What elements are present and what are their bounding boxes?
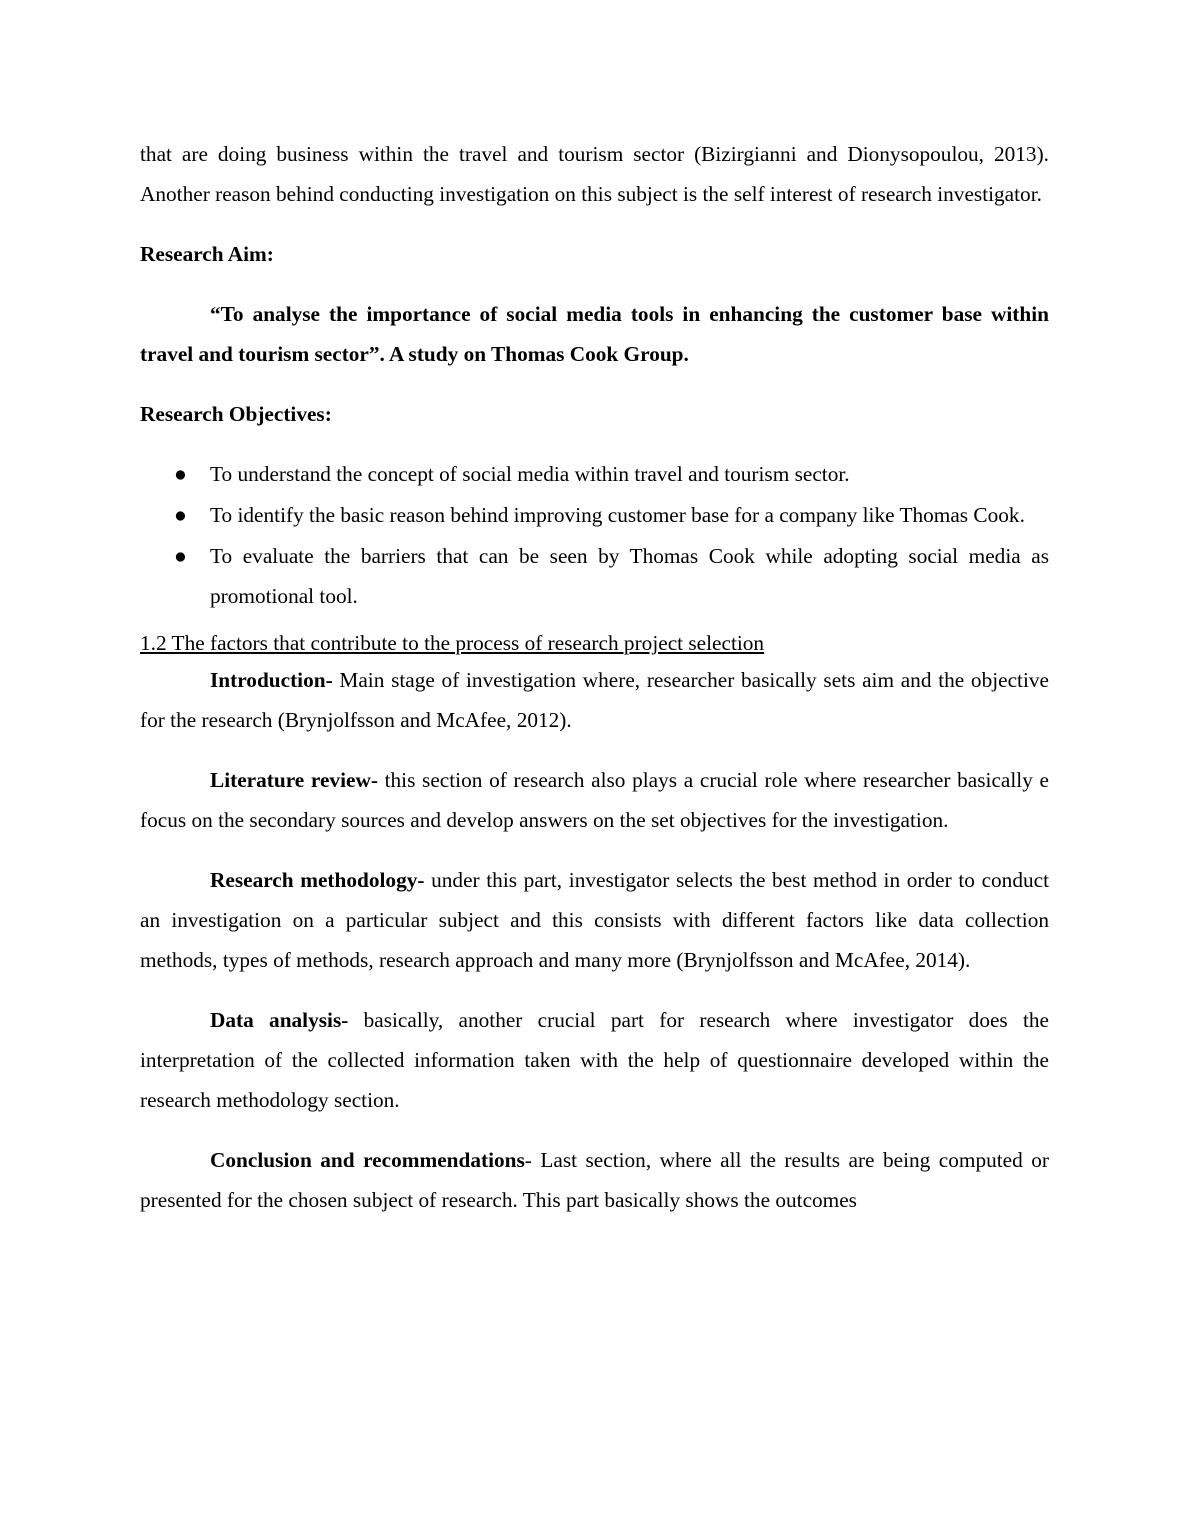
- stage-text: - Last section, where all the results are being computed or presented for the chosen subject of research. This part basically shows the outcomes: [140, 1148, 1049, 1212]
- stage-paragraph-research-methodology: [140, 860, 1049, 980]
- research-objectives-heading: Research Objectives:: [140, 402, 332, 426]
- stage-term: Introduction-: [210, 668, 333, 692]
- stage-term: Literature review-: [210, 768, 378, 792]
- objective-text: To evaluate the barriers that can be seen by Thomas Cook while adopting social media as promotional tool.: [210, 544, 1049, 608]
- stage-term: Data analysis-: [210, 1008, 349, 1032]
- stage-text: basically, another crucial part for research where investigator does the interpretation of the collected information taken with the help of questionnaire developed within the research methodology section.: [140, 1008, 1050, 1112]
- objective-text: To identify the basic reason behind improving customer base for a company like Thomas Cook.: [210, 503, 1025, 527]
- stage-paragraph-literature-review: [140, 760, 1049, 840]
- stage-term: Conclusion and recommendations: [210, 1148, 525, 1172]
- list-item: [140, 495, 1049, 535]
- stage-paragraph-data-analysis: [140, 1000, 1049, 1120]
- objectives-list: [140, 454, 1049, 616]
- stage-text: under this part, investigator selects the best method in order to conduct an investigation on a particular subject and this consists with different factors like data collection methods, types of methods, research approach and many more (Brynjolfsson and McAfee, 2014).: [140, 868, 1049, 972]
- stage-paragraph-introduction: [140, 660, 1049, 740]
- document-page: [140, 134, 1049, 1240]
- research-aim-statement: “To analyse the importance of social media tools in enhancing the customer base within travel and tourism sector”. A study on Thomas Cook Group.: [140, 302, 1049, 366]
- stage-term: Research methodology-: [210, 868, 425, 892]
- research-aim-heading: Research Aim:: [140, 242, 274, 266]
- stage-text: Main stage of investigation where, researcher basically sets aim and the objective for the research (Brynjolfsson and McAfee, 2012).: [140, 668, 1049, 732]
- section-title: 1.2 The factors that contribute to the process of research project selection: [140, 631, 765, 655]
- bullet-icon: ●: [174, 544, 187, 568]
- bullet-icon: ●: [174, 462, 187, 486]
- stage-paragraph-conclusion: [140, 1140, 1049, 1220]
- intro-paragraph: that are doing business within the travel and tourism sector (Bizirgianni and Dionysopoulou, 2013). Another reason behind conducting investigation on this subject is the self interest of research investigator.: [140, 142, 1049, 206]
- list-item: [140, 536, 1049, 616]
- bullet-icon: ●: [174, 503, 187, 527]
- stage-text: this section of research also plays a crucial role where researcher basically e focus on the secondary sources and develop answers on the set objectives for the investigation.: [140, 768, 1049, 832]
- list-item: [140, 454, 1049, 494]
- objective-text: To understand the concept of social media within travel and tourism sector.: [210, 462, 850, 486]
